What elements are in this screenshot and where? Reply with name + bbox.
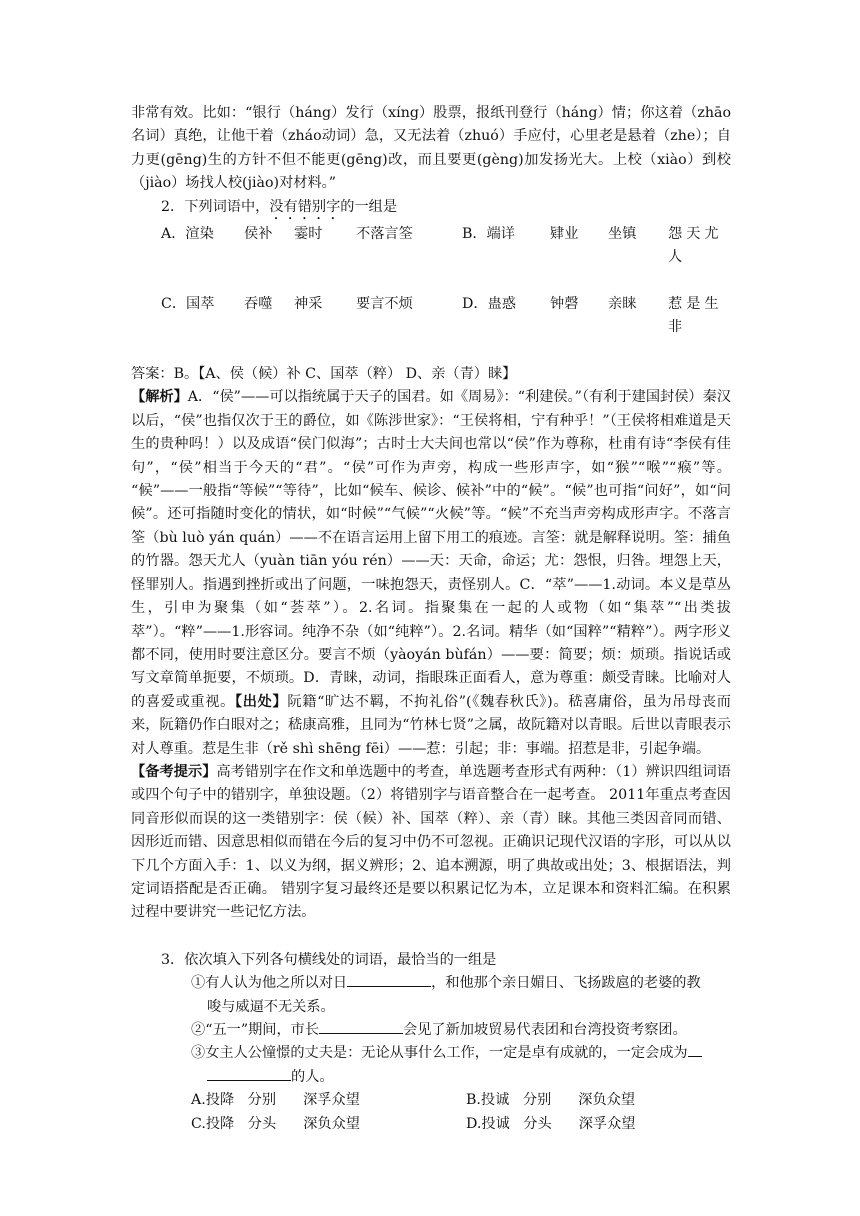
blank-2 <box>319 1019 403 1034</box>
q3-choice-a: A.投降 分别 深孚众望 <box>191 1092 360 1109</box>
q2-option-a-word2: 侯补 <box>244 225 273 242</box>
analysis-text: A．“侯”——可以指统属于天子的国君。如《周易》：“利建侯。”（有利于建国封侯）秦汉以后，“侯”也指仅次于王的爵位，如《陈涉世家》：“王侯将相，宁有种乎！”（王侯将相难道是天生的贵种吗！）以及成语“侯门似海”；古时士大夫间也常以“侯”作为尊称，杜甫有诗“李侯有佳句”，“侯”相当于今天的“君”。“侯”可作为声旁，构成一些形声字，如“猴”“喉”“瘊”等。 “候”——一般指“等候”“等待”，比如“候车、候诊、候补”中的“候”。“候”也可指“问好”，如“问候”。还可指随时变化的情状，如“时候”“气候”“火候”等。“候”不充当声旁构成形声字。不落言筌（bù luò yán quán）——不在语言运用上留下用工的痕迹。言筌：就是解释说明。筌：捕鱼的竹器。怨天尤人（yuàn tiān yóu rén）——天：天命，命运；尤：怨恨，归咎。埋怨上天，怪罪别人。指遇到挫折或出了问题，一味抱怨天，责怪别人。C．“萃”——1.动词。本义是草丛生，引申为聚集（如“荟萃”）。2.名词。指聚集在一起的人或物（如“集萃”“出类拔萃”）。“粹”——1.形容词。纯净不杂（如“纯粹”）。2.名词。精华（如“国粹”“精粹”）。两字形义都不同，使用时要注意区分。要言不烦（yàoyán bùfán）——要：简要；烦：烦琐。指说话或写文章简单扼要，不烦琐。D．青睐，动词，指眼珠正面看人，意为尊重：颇受青睐。比喻对人的喜爱或重视。 <box>131 389 731 710</box>
q2-option-d-label: D．蛊惑 <box>462 295 516 312</box>
q2-option-d-word2: 钟磬 <box>550 295 579 312</box>
blank-1 <box>347 972 431 987</box>
q2-option-c-word4: 要言不烦 <box>356 295 413 312</box>
q3-s1-part1: ①有人认为他之所以对日 <box>191 975 348 992</box>
blank-3a <box>688 1042 702 1057</box>
q2-option-a-label: A．渲染 <box>161 225 214 242</box>
q3-s3-part2: 的人。 <box>291 1068 334 1085</box>
exam-tip-tag: 【备考提示】 <box>131 763 217 780</box>
document-page <box>131 102 731 1136</box>
q3-sentence-1 <box>161 972 731 995</box>
question-3 <box>131 949 731 1136</box>
q2-analysis <box>131 386 731 761</box>
q2-option-c-word2: 吞噬 <box>244 295 273 312</box>
question-3-stem: 3．依次填入下列各句横线处的词语，最恰当的一组是 <box>161 951 497 968</box>
q2-option-b-label: B．端详 <box>462 225 515 242</box>
q2-option-b-word3: 坐镇 <box>608 225 637 242</box>
q2-options-row-1 <box>131 223 731 270</box>
q2-option-d-word3: 亲睐 <box>608 295 637 312</box>
blank-3b <box>207 1066 291 1081</box>
q3-s3-part1: ③女主人公憧憬的丈夫是：无论从事什么工作，一定是卓有成就的，一定会成为 <box>191 1045 688 1062</box>
q2-exam-tip <box>131 761 731 925</box>
q2-options-row-2 <box>131 293 731 340</box>
source-text: 阮籍“旷达不羁，不拘礼俗”(《魏春秋氏》)。嵇喜庸俗，虽为吊母丧而来，阮籍仍作白眼对之；嵇康高雅，且同为“竹林七贤”之属，故阮籍对以青眼。后世以青眼表示对人尊重。惹是生非（rě shì shēng fēi）——惹：引起；非：事端。招惹是非，引起争端。 <box>131 693 731 757</box>
q3-sentence-1-cont: 唆与威逼不无关系。 <box>207 998 335 1015</box>
q2-option-b-word4: 怨天尤人 <box>668 225 723 266</box>
q2-option-c-label: C．国萃 <box>161 295 215 312</box>
q2-stem-prefix: 2．下列词语中， <box>161 198 270 215</box>
q2-option-b-word2: 肄业 <box>550 225 579 242</box>
q2-stem-suffix: 的一组是 <box>340 198 398 215</box>
q3-s2-part1: ②“五一”期间，市长 <box>191 1022 320 1038</box>
q3-s1-part2: ，和他那个亲日媚日、飞扬跋扈的老婆的教 <box>431 975 701 992</box>
analysis-tag: 【解析】 <box>131 389 188 406</box>
q2-option-c-word3: 神采 <box>294 295 323 312</box>
q2-option-d-word4: 惹是生非 <box>668 295 723 336</box>
q2-option-a-word3: 霎时 <box>294 225 323 242</box>
question-2-stem <box>131 196 731 223</box>
q3-sentence-3 <box>161 1042 731 1065</box>
source-tag: 【出处】 <box>235 693 288 710</box>
q3-s2-part2: 会见了新加坡贸易代表团和台湾投资考察团。 <box>403 1022 687 1038</box>
q2-stem-emphasis: 没有错别字 <box>269 198 341 215</box>
q3-sentence-2 <box>161 1019 731 1042</box>
q2-option-a-word4: 不落言筌 <box>356 225 413 242</box>
q3-choices <box>161 1089 731 1136</box>
exam-tip-text: 高考错别字在作文和单选题中的考查，单选题考查形式有两种：（1）辨识四组词语或四个句子中的错别字，单独设题。（2）将错别字与语音整合在一起考查。 2011年重点考查因同音形似而误的这一类错别字：侯（候）补、国萃（粹）、亲（青）睐。其他三类因音同而错、因形近而错、因意思相似而错在今后的复习中仍不可忽视。正确识记现代汉语的字形，可以从以下几个方面入手：1、以义为纲，据义辨形；2、追本溯源，明了典故或出处；3、根据语法，判定词语搭配是否正确。 错别字复习最终还是要以积累记忆为本，立足课本和资料汇编。在积累过程中要讲究一些记忆方法。 <box>131 763 731 921</box>
q2-answer: 答案：B。【A、侯（候）补 C、国萃（粹） D、亲（青）睐】 <box>131 366 517 383</box>
q3-choice-c: C.投降 分头 深负众望 <box>191 1115 360 1132</box>
q3-choice-d: D.投诚 分头 深孚众望 <box>466 1115 636 1132</box>
q3-sentence-3-cont <box>161 1066 731 1089</box>
q3-choice-b: B.投诚 分别 深负众望 <box>466 1092 636 1109</box>
intro-paragraph: 非常有效。比如：“银行（háng）发行（xíng）股票，报纸刊登行（háng）情；你这着（zhāo名词）真绝，让他干着（zháo动词）急，又无法着（zhuó）手应付，心里老是悬着（zhe）；自力更(gēng)生的方针不但不能更(gēng)改，而且要更(gèng)加发扬光大。上校（xiào）到校（jiào）场找人校(jiào)对材料。” <box>131 105 731 192</box>
